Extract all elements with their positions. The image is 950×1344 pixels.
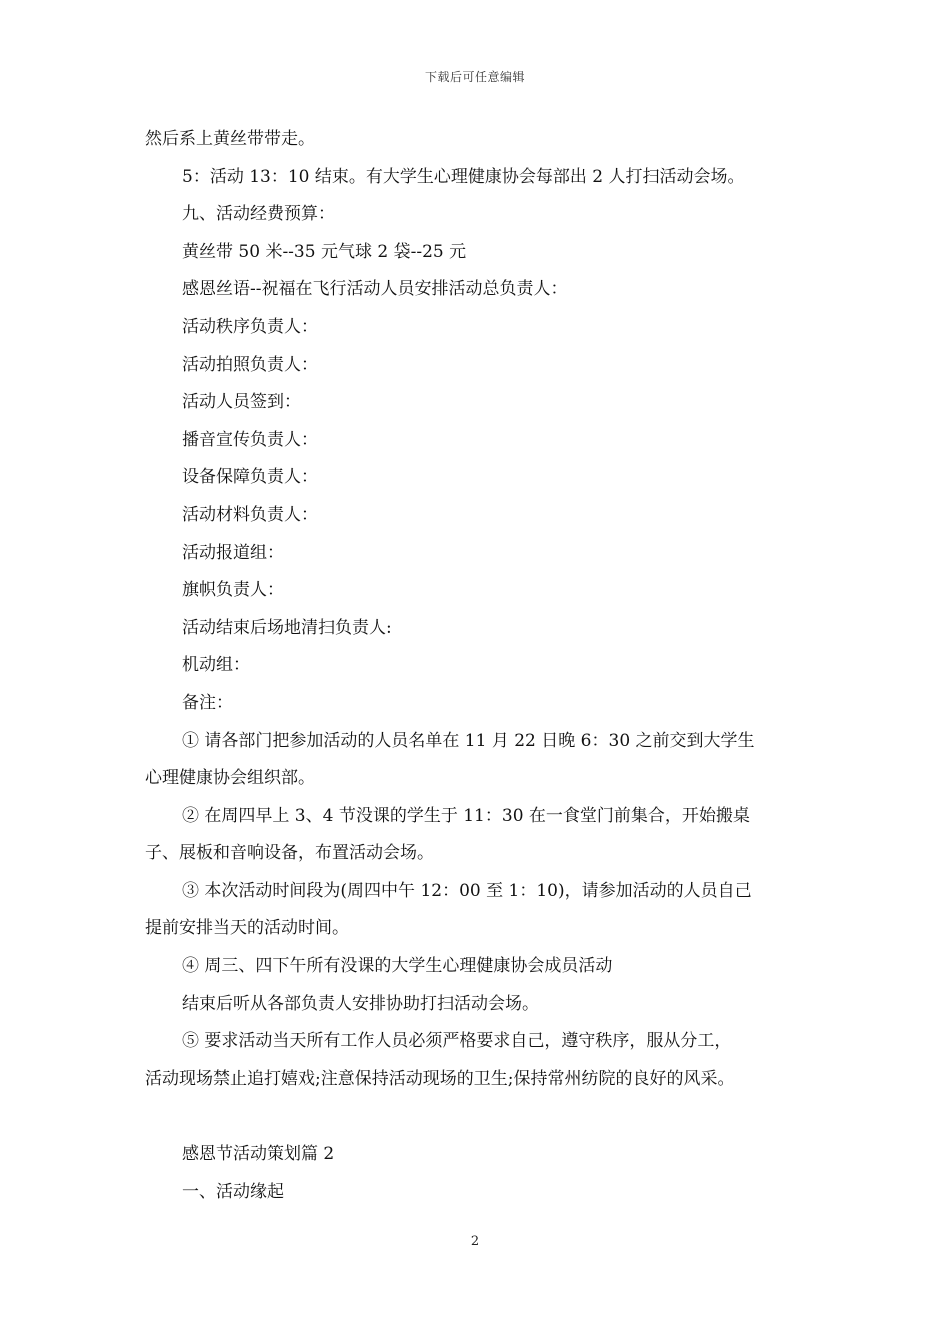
note-item-4: ④ 周三、四下午所有没课的大学生心理健康协会成员活动 — [182, 956, 613, 977]
note-item-3: ③ 本次活动时间段为(周四中午 12：00 至 1：10)，请参加活动的人员自己 — [182, 880, 752, 901]
role-line: 活动拍照负责人： — [182, 354, 318, 375]
note-item-2: ② 在周四早上 3、4 节没课的学生于 11：30 在一食堂门前集合，开始搬桌 — [182, 805, 750, 826]
note-item-4-continued: 结束后听从各部负责人安排协助打扫活动会场。 — [182, 993, 539, 1014]
paragraph-gap — [145, 1098, 825, 1136]
role-line: 活动秩序负责人： — [182, 316, 318, 337]
paragraph-line: 黄丝带 50 米--35 元气球 2 袋--25 元 — [182, 241, 467, 262]
document-body — [145, 121, 825, 1211]
role-line: 播音宣传负责人： — [182, 429, 318, 450]
section-heading: 九、活动经费预算： — [182, 204, 335, 225]
note-item-1-continued: 心理健康协会组织部。 — [145, 768, 315, 789]
role-line: 活动报道组： — [182, 542, 284, 563]
role-line: 活动结束后场地清扫负责人: — [182, 617, 392, 638]
paragraph-line: 5：活动 13：10 结束。有大学生心理健康协会每部出 2 人打扫活动会场。 — [182, 166, 745, 187]
page-header-note: 下载后可任意编辑 — [424, 70, 525, 84]
note-item-5-continued: 活动现场禁止追打嬉戏;注意保持活动现场的卫生;保持常州纺院的良好的风采。 — [145, 1068, 735, 1089]
note-item-1: ① 请各部门把参加活动的人员名单在 11 月 22 日晚 6：30 之前交到大学生 — [182, 730, 755, 751]
section-title: 感恩节活动策划篇 2 — [182, 1144, 335, 1165]
role-line: 活动材料负责人： — [182, 504, 318, 525]
paragraph-line: 然后系上黄丝带带走。 — [145, 129, 315, 149]
role-line: 设备保障负责人： — [182, 467, 318, 488]
note-item-3-continued: 提前安排当天的活动时间。 — [145, 918, 349, 939]
role-line: 活动人员签到： — [182, 392, 301, 413]
paragraph-line: 感恩丝语--祝福在飞行活动人员安排活动总负责人： — [182, 279, 568, 300]
note-item-5: ⑤ 要求活动当天所有工作人员必须严格要求自己，遵守秩序，服从分工， — [182, 1031, 732, 1052]
role-line: 机动组： — [182, 655, 250, 676]
section-heading: 一、活动缘起 — [182, 1181, 284, 1202]
page-number: 2 — [470, 1234, 480, 1249]
notes-heading: 备注： — [182, 692, 233, 713]
role-line: 旗帜负责人： — [182, 580, 284, 601]
note-item-2-continued: 子、展板和音响设备，布置活动会场。 — [145, 843, 434, 864]
